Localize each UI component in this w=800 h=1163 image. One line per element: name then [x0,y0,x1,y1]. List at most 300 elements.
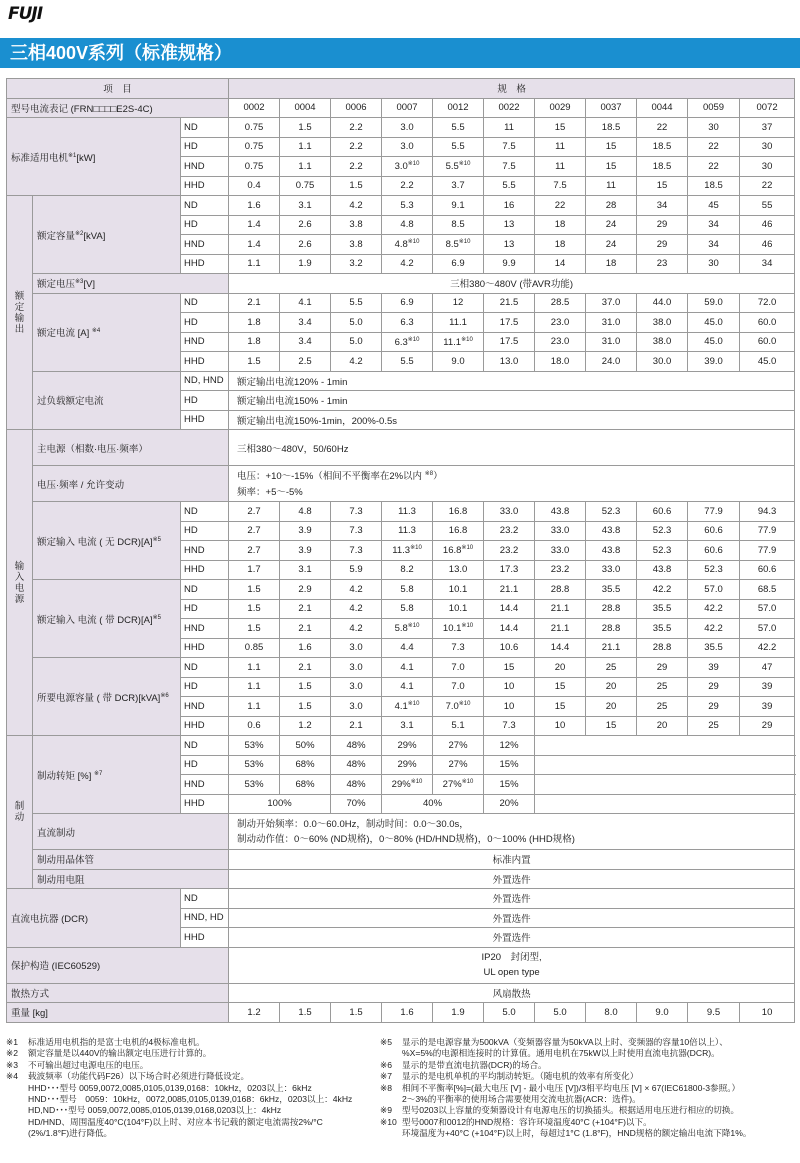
value-cell [688,215,740,235]
cell-text: 22 [708,141,719,153]
cell-text: 59.0 [704,297,723,309]
mode-cell [181,410,229,430]
footnote-mark: ※4 [6,1071,18,1082]
cell-text: 4.2 [349,583,363,595]
cell-text: 60.0 [757,336,777,348]
footnote-mark: ※2 [75,230,84,237]
cell-text: 2.2 [400,180,414,192]
value-cell [331,658,382,678]
value-cell [484,118,535,138]
cell-text: 1.5 [298,700,312,712]
footnote-mark: ※10 [380,1116,397,1127]
torque-value [484,794,535,814]
footnote-mark: ※5 [152,536,161,543]
value-cell [382,332,433,352]
footnote-mark: ※8 [424,471,434,478]
cell-text: 25 [708,720,719,732]
value-cell [637,638,688,658]
value-cell [637,352,688,372]
value-cell [229,1003,280,1023]
value-cell [688,293,740,313]
value-cell [229,215,280,235]
cell-text: 60.6 [652,505,672,517]
cell-text: 15 [605,160,617,172]
cell-text: 46 [761,238,773,250]
value-cell [535,599,586,619]
value-cell [484,541,535,561]
mode-cell [181,580,229,600]
cell-text: 25 [656,700,668,712]
cell-text: 33.0 [550,544,570,556]
cell-text: 0.75 [244,121,264,133]
cell-text: 48% [346,739,366,751]
dc-braking-line: 制动动作值：0～60% (ND规格)，0～80% (HD/HND规格)，0～100% (HHD规格) [237,833,575,845]
cell-text: ND, HND [184,375,224,387]
value-cell [484,677,535,697]
value-cell [331,215,382,235]
cell-text: 额定输入 电流 ( 带 DCR)[A] [37,614,153,626]
cell-text: 12% [499,739,519,751]
cell-text: 94.3 [757,505,777,517]
footnote-text: HD/HND、周围温度40°C(104°F)以上时、对应本书记载的额定电流需按2%/°C [28,1116,323,1127]
footnote-mark: ※3 [6,1059,18,1070]
cell-text: 60.0 [757,316,777,328]
value-cell [535,619,586,639]
value-cell [535,176,586,196]
cell-text: 60.6 [704,525,723,537]
value-cell [229,235,280,255]
cell-text: 制动转矩 [%] [37,770,95,782]
value-cell [688,697,740,717]
footnote [380,1071,796,1082]
cell-text: ND [184,199,198,211]
value-cell [586,521,637,541]
mode-cell [181,560,229,580]
cell-text: 7.3 [451,642,465,654]
footnote-text: HD,ND･･･型号 0059,0072,0085,0105,0139,0168,0203以上：4kHz [28,1105,282,1116]
value-cell [280,541,331,561]
cell-text: 0072 [756,102,778,114]
value-cell [433,137,484,157]
value-cell [586,196,637,216]
footnote-mark: ※10 [407,336,420,343]
cell-text: 7.5 [553,180,567,192]
mode-cell [181,908,229,928]
value-cell [484,658,535,678]
cell-text: 型号电流表记 (FRN□□□□E2S-4C) [11,103,153,115]
cell-text: 25 [605,661,617,673]
cell-text: 29% [397,739,417,751]
value-cell [740,697,795,717]
cell-text: 7.0 [445,701,459,713]
overload-value [229,410,795,430]
resistor-label [33,869,229,889]
value-cell [688,313,740,333]
value-cell [484,293,535,313]
cell-text: 过负载额定电流 [37,396,104,408]
cell-text: 11 [504,121,514,133]
cell-text: 0002 [243,102,265,114]
cell-text: 4.1 [298,297,312,309]
cell-text: ND [184,661,198,673]
cell-text: 7.3 [349,505,363,517]
cell-text: 5.5 [451,121,465,133]
cell-text: 外置选件 [492,874,531,886]
value-cell [229,599,280,619]
mode-cell [181,658,229,678]
value-cell [688,235,740,255]
value-cell [688,157,740,177]
value-cell [229,502,280,522]
cell-text: 38.0 [652,316,672,328]
cell-text: 3.8 [349,219,363,231]
cell-text: 1.1 [298,141,312,153]
value-cell [535,293,586,313]
cell-text: 25 [656,681,668,693]
transistor-label [33,850,229,870]
value-cell [484,580,535,600]
model-code [280,98,331,118]
value-cell [280,157,331,177]
value-cell [433,502,484,522]
value-cell [586,619,637,639]
value-cell [331,352,382,372]
cell-text: 23.2 [499,544,519,556]
cell-text: ND [184,739,198,751]
cell-text: 68.5 [757,583,777,595]
value-cell [433,638,484,658]
cell-text: 4.2 [349,622,363,634]
value-cell [688,619,740,639]
cell-text: 3.0 [349,681,363,693]
value-cell [484,235,535,255]
value-cell [280,137,331,157]
cell-text: 0022 [498,102,520,114]
value-cell [535,560,586,580]
cell-text: 0006 [345,102,367,114]
cell-text: HND [184,544,205,556]
cell-text: 48% [346,778,366,790]
mode-cell [181,157,229,177]
header-item [7,79,229,99]
cell-text: 4.1 [400,661,414,673]
cell-text: 27% [448,759,468,771]
cell-text: 3.4 [298,336,312,348]
value-cell [331,176,382,196]
cell-text: 28.8 [601,603,621,615]
footnote-text: 型号0203以上容量的变频器设计有电源电压的切换插头。根据适用电压进行相应的切换。 [402,1105,740,1116]
cell-text: 1.6 [400,1006,414,1018]
protection-line: UL open type [483,967,540,978]
voltage-label [33,274,229,294]
value-cell [637,541,688,561]
cell-text: 46 [761,219,773,231]
footnote-mark: ※10 [458,161,471,168]
cell-text: 72.0 [757,297,777,309]
cell-text: 47 [761,661,773,673]
cell-text: 2.1 [298,661,312,673]
value-cell [484,560,535,580]
value-cell [535,254,586,274]
variation-voltage [237,467,794,484]
footnote [380,1094,796,1105]
cell-text: 额定容量 [37,230,76,242]
value-cell [433,521,484,541]
cell-text: 52.3 [601,505,621,517]
empty-cell [535,775,795,795]
value-cell [229,697,280,717]
footnote-mark: ※7 [94,770,103,777]
cell-text: 28.5 [550,297,570,309]
transistor-value [229,850,795,870]
value-cell [586,541,637,561]
value-cell [740,137,795,157]
cell-text: 34 [708,238,719,250]
value-cell [280,697,331,717]
cell-text: 16.8 [442,545,462,557]
value-cell [484,521,535,541]
cell-text: 39 [708,661,719,673]
value-cell [688,541,740,561]
cell-text: 5.3 [400,199,414,211]
cell-text: 38.0 [652,336,672,348]
cell-text: 11 [555,141,565,153]
value-cell [382,541,433,561]
model-code [740,98,795,118]
value-cell [280,235,331,255]
cell-text: 22 [656,121,668,133]
value-cell [331,157,382,177]
value-cell [688,137,740,157]
cell-text: 23.2 [550,564,570,576]
value-cell [637,176,688,196]
cell-text: 4.8 [400,219,414,231]
cell-text: 3.1 [400,720,414,732]
footnote [6,1083,386,1094]
cell-text: 2.9 [298,583,312,595]
cell-text: 43.8 [601,525,621,537]
cell-text: 70% [346,798,366,810]
cell-text: ND [184,583,198,595]
value-cell [229,521,280,541]
value-cell [280,293,331,313]
value-cell [382,521,433,541]
value-cell [229,157,280,177]
cell-text: 22 [761,180,773,192]
cell-text: 4.4 [400,642,414,654]
table-row [7,580,795,600]
cell-text: 3.0 [349,642,363,654]
empty-cell [535,736,795,756]
category-input [7,430,33,736]
value-cell [740,521,795,541]
cell-text: 2.7 [247,544,261,556]
variation-label [33,466,229,502]
category-braking [7,736,33,889]
cell-text: 42.2 [704,603,723,615]
value-cell [382,176,433,196]
cell-text: 21.1 [550,603,570,615]
torque-value [331,755,382,775]
cell-text: 1.1 [247,258,261,270]
value-cell [688,658,740,678]
value-cell [280,638,331,658]
table-row [7,502,795,522]
cell-text: 1.5 [349,180,363,192]
cell-text: 10.6 [499,642,519,654]
cell-text: HHD [184,180,205,192]
value-cell [382,658,433,678]
value-cell [535,502,586,522]
footnote-mark: ※4 [91,327,101,334]
cooling-value [229,983,795,1003]
cell-text: 7.5 [502,160,516,172]
value-cell [484,254,535,274]
cell-text: 0.75 [244,160,264,172]
main-power-label [33,430,229,466]
value-cell [688,716,740,736]
value-cell [637,215,688,235]
value-cell [280,215,331,235]
value-cell [229,313,280,333]
mode-cell [181,736,229,756]
protection-value [229,947,795,983]
value-cell [331,118,382,138]
cell-text: 0029 [549,102,571,114]
value-cell [586,697,637,717]
cell-text: 30 [761,141,773,153]
cell-text: 外置选件 [492,913,531,925]
value-cell [484,502,535,522]
cell-text: 17.5 [499,336,519,348]
model-code [484,98,535,118]
cell-text: 0.75 [244,141,264,153]
cell-text: 2.2 [349,160,363,172]
value-cell [637,716,688,736]
cell-text: [kW] [76,152,96,164]
footnote-text: 显示的是带直流电抗器(DCR)的场合。 [402,1059,547,1070]
cell-text: 3.9 [298,544,312,556]
value-cell [382,638,433,658]
cell-text: 18 [605,258,617,270]
mode-cell [181,313,229,333]
footnote-text: 载波频率（功能代码F26）以下场合时必须进行降低设定。 [28,1071,250,1082]
value-cell [433,196,484,216]
cell-text: 15 [605,720,617,732]
value-cell [280,332,331,352]
cell-text: 20 [605,700,617,712]
value-cell [229,580,280,600]
value-cell [688,118,740,138]
cell-text: 3.0 [400,141,414,153]
dc-braking-label [33,814,229,850]
cell-text: 13.0 [499,355,519,367]
value-cell [382,196,433,216]
cell-text: 4.2 [349,199,363,211]
value-cell [331,196,382,216]
value-cell [535,196,586,216]
model-code [637,98,688,118]
torque-value [229,775,280,795]
cell-text: 29 [761,720,773,732]
protection-label [7,947,229,983]
cell-text: 16 [503,199,515,211]
value-cell [535,541,586,561]
torque-value [280,775,331,795]
value-cell [484,176,535,196]
mode-cell [181,371,229,391]
cell-text: 4.8 [298,505,312,517]
value-cell [637,619,688,639]
cell-text: 2.1 [349,720,363,732]
cell-text: 21.5 [499,297,519,309]
variation-frequency: 频率：+5～-5% [237,486,303,498]
cell-text: HD [184,603,198,615]
value-cell [280,599,331,619]
value-cell [331,580,382,600]
torque-value [433,775,484,795]
footnote-text: 型号0007和0012的HND规格：容许环境温度40°C (+104°F)以下。 [402,1116,652,1127]
power-capacity-label [33,658,181,736]
cell-text: 57.0 [757,622,777,634]
cell-text: 24 [605,238,617,250]
value-cell [637,293,688,313]
cell-text: 额定输入 电流 ( 无 DCR)[A] [37,536,153,548]
empty-cell [535,755,795,775]
cell-text: 5.5 [502,180,516,192]
value-cell [433,599,484,619]
cell-text: 43.8 [652,564,672,576]
value-cell [331,697,382,717]
value-cell [331,677,382,697]
cell-text: 1.5 [298,681,312,693]
cell-text: 29 [708,681,719,693]
cell-text: 1.2 [247,1006,261,1018]
cell-text: HHD [184,355,205,367]
table-row [7,736,795,756]
cell-text: 0012 [447,102,469,114]
cell-text: 77.9 [757,544,777,556]
empty-cell [535,794,795,814]
model-code [382,98,433,118]
value-cell [484,697,535,717]
cell-text: 2.7 [247,505,261,517]
cell-text: 4.2 [349,355,363,367]
value-cell [535,118,586,138]
value-cell [229,658,280,678]
cell-text: 0037 [600,102,622,114]
value-cell [229,293,280,313]
value-cell [688,599,740,619]
value-cell [586,215,637,235]
value-cell [280,658,331,678]
value-cell [331,1003,382,1023]
cell-text: 制 动 [14,801,25,823]
value-cell [740,293,795,313]
cell-text: 2.2 [349,141,363,153]
value-cell [586,638,637,658]
footnote-mark: ※7 [380,1071,392,1082]
cell-text: 33.0 [550,525,570,537]
cell-text: 2.2 [349,121,363,133]
value-cell [637,254,688,274]
value-cell [637,137,688,157]
cell-text: 8.5 [445,239,459,251]
dcr-value [229,928,795,948]
value-cell [280,352,331,372]
cell-text: 制动用晶体管 [37,855,95,867]
cell-text: 11.3 [392,545,411,557]
